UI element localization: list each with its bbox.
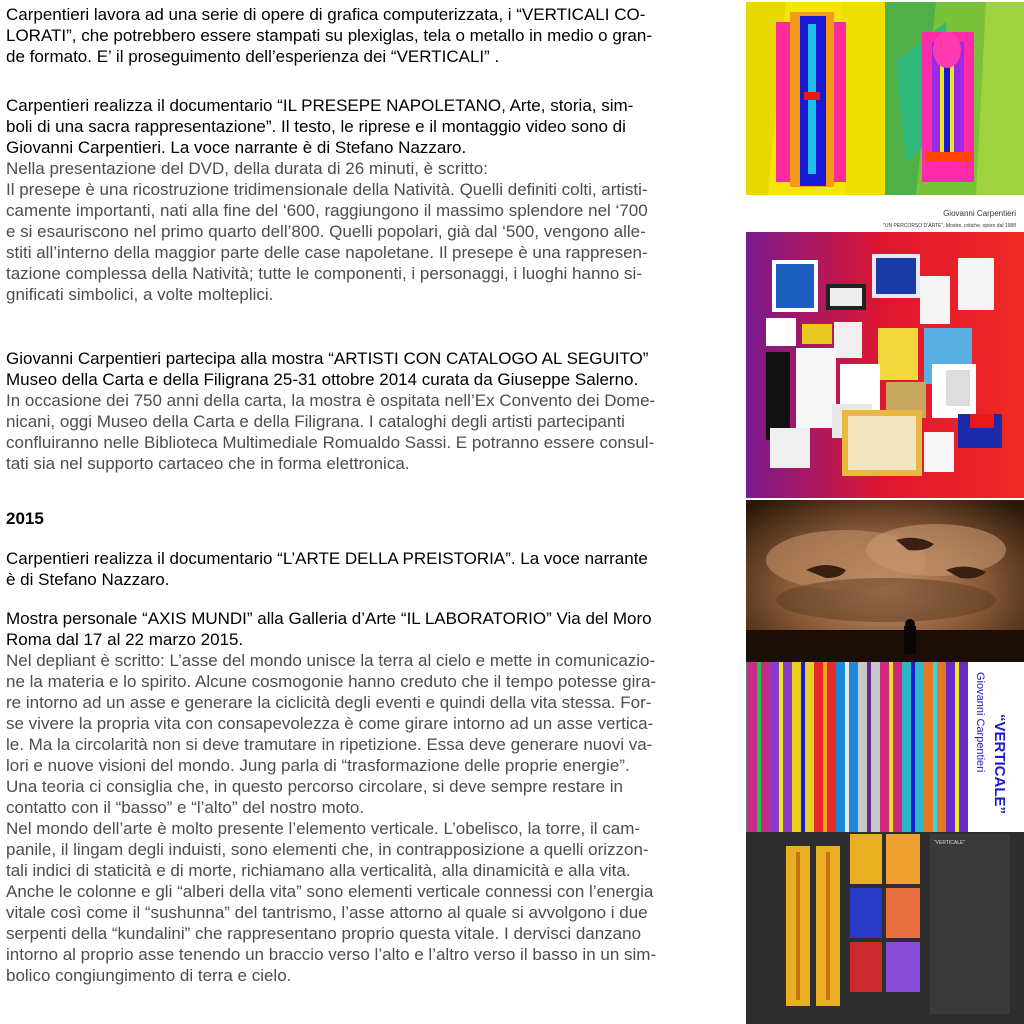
year-heading: 2015 <box>6 509 44 528</box>
text-line: Roma dal 17 al 22 marzo 2015. <box>6 630 244 649</box>
paragraph-artisti-con-catalogo <box>6 348 734 474</box>
text-line: Il presepe è una ricostruzione tridimensionale della Natività. Quelli definiti colti, artisti- <box>6 180 648 199</box>
text-line: panile, il lingam degli induisti, sono elementi che, in contrapposizione a quelli orizzon- <box>6 840 649 859</box>
text-line: LORATI”, che potrebbero essere stampati su plexiglas, tela o metallo in medio o gran- <box>6 26 652 45</box>
text-line: vitale così come il “sushunna” del tantrismo, l’asse attorno al quale si avvolgono i due <box>6 903 648 922</box>
verticale-title: “VERTICALE” <box>991 714 1008 815</box>
image-column <box>746 0 1024 1024</box>
text-line: gnificati simbolici, a volte molteplici. <box>6 285 274 304</box>
text-line: re intorno ad un asse e generare la ciclicità degli eventi e quindi della vita stessa. For- <box>6 693 652 712</box>
text-line: Carpentieri realizza il documentario “IL PRESEPE NAPOLETANO, Arte, storia, sim- <box>6 96 634 115</box>
text-line: se vivere la propria vita con consapevolezza è come girare intorno ad un asse vertica- <box>6 714 654 733</box>
poster-artist-name: Giovanni Carpentieri <box>943 209 1016 218</box>
poster-subtitle: “UN PERCORSO D’ARTE”, Mostre, critiche, opere dal 1988 <box>883 223 1016 229</box>
text-line: tati sia nel supporto cartaceo che in forma elettronica. <box>6 454 410 473</box>
text-line: Nella presentazione del DVD, della durata di 26 minuti, è scritto: <box>6 159 488 178</box>
text-line: In occasione dei 750 anni della carta, la mostra è ospitata nell’Ex Convento dei Dome- <box>6 391 656 410</box>
text-line: stiti all’interno della maggior parte delle case napoletane. Il presepe è una rappresen- <box>6 243 648 262</box>
text-line: confluiranno nelle Biblioteca Multimediale Romualdo Sassi. E potranno essere consul- <box>6 433 655 452</box>
text-line: ne la materia e lo spirito. Alcune cosmogonie hanno creduto che il tempo potesse gira- <box>6 672 657 691</box>
text-line: tazione complessa della Natività; tutte le componenti, i personaggi, i luoghi hanno si- <box>6 264 642 283</box>
verticali-colorati-artwork <box>746 2 1024 195</box>
text-line: Mostra personale “AXIS MUNDI” alla Galleria d’Arte “IL LABORATORIO” Via del Moro <box>6 609 652 628</box>
text-line: boli di una sacra rappresentazione”. Il testo, le riprese e il montaggio video sono di <box>6 117 626 136</box>
text-line: Anche le colonne e gli “alberi della vita” sono elementi verticale connessi con l’energia <box>6 882 654 901</box>
text-line: tali indici di staticità e di morte, richiamano alla verticalità, alla dinamicità e alla vita. <box>6 861 631 880</box>
text-line: de formato. E’ il proseguimento dell’esperienza dei “VERTICALI” . <box>6 47 500 66</box>
text-line: Nel depliant è scritto: L’asse del mondo unisce la terra al cielo e mette in comunicazio- <box>6 651 656 670</box>
text-line: nicani, oggi Museo della Carta e della Filigrana. I cataloghi degli artisti partecipanti <box>6 412 625 431</box>
text-line: intorno al proprio asse tenendo un braccio verso l’alto e l’altro verso il basso in un sim- <box>6 945 657 964</box>
preistoria-cave-photo <box>746 500 1024 662</box>
text-line: Museo della Carta e della Filigrana 25-31 ottobre 2014 curata da Giuseppe Salerno. <box>6 370 639 389</box>
text-line: camente importanti, nati alla fine del ‘600, raggiungono il massimo splendore nel ‘700 <box>6 201 648 220</box>
text-line: Carpentieri realizza il documentario “L’ARTE DELLA PREISTORIA”. La voce narrante <box>6 549 648 568</box>
text-line: contatto con il “basso” e “l’alto” del nostro moto. <box>6 798 365 817</box>
text-line: Una teoria ci consiglia che, in questo percorso circolare, si deve sempre restare in <box>6 777 624 796</box>
verticale-artist-name: Giovanni Carpentieri <box>974 672 986 773</box>
poster-caption-strip <box>746 195 1024 232</box>
paragraph-verticali-colorati <box>6 4 734 67</box>
text-line: lori e nuove visioni del mondo. Jung parla di “trasformazione delle proprie energie”. <box>6 756 630 775</box>
verticale-small-title: “VERTICALE” <box>934 840 966 846</box>
verticale-exhibition-poster <box>746 662 1024 1024</box>
text-line: e si esauriscono nel primo quarto dell’800. Quelli popolari, già dal ‘500, vengono alle- <box>6 222 646 241</box>
text-line: le. Ma la circolarità non si deve tramutare in ripetizione. Essa deve generare nuovi va- <box>6 735 653 754</box>
text-line: Giovanni Carpentieri partecipa alla mostra “ARTISTI CON CATALOGO AL SEGUITO” <box>6 349 649 368</box>
text-line: Giovanni Carpentieri. La voce narrante è di Stefano Nazzaro. <box>6 138 467 157</box>
text-line: è di Stefano Nazzaro. <box>6 570 170 589</box>
percorso-arte-collage-poster <box>746 232 1024 498</box>
text-line: serpenti della “kundalini” che rappresentano proprio questa vitale. I dervisci danzano <box>6 924 642 943</box>
text-line: Carpentieri lavora ad una serie di opere di grafica computerizzata, i “VERTICALI CO- <box>6 5 646 24</box>
year-heading-2015 <box>6 508 734 529</box>
paragraph-presepe-napoletano <box>6 95 734 305</box>
paragraph-arte-preistoria <box>6 548 734 590</box>
paragraph-axis-mundi <box>6 608 734 986</box>
text-line: bolico congiungimento di terra e cielo. <box>6 966 292 985</box>
text-line: Nel mondo dell’arte è molto presente l’elemento verticale. L’obelisco, la torre, il cam- <box>6 819 641 838</box>
